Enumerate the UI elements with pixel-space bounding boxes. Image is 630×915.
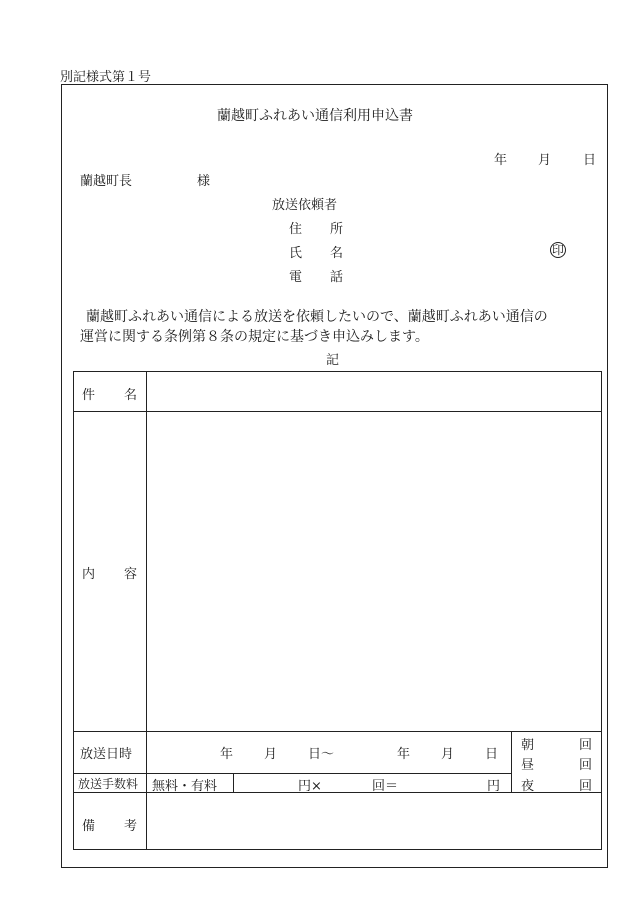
schedule-label: 放送日時 bbox=[80, 747, 133, 762]
row-divider bbox=[74, 731, 601, 732]
schedule-day-1: 日～ bbox=[308, 747, 335, 762]
schedule-month-2: 月 bbox=[441, 747, 455, 762]
subject-label-2: 名 bbox=[124, 388, 138, 403]
content-label-1: 内 bbox=[82, 567, 96, 582]
name-label-2: 名 bbox=[330, 246, 344, 261]
form-title: 蘭越町ふれあい通信利用申込書 bbox=[217, 108, 413, 124]
body-text-line-1: 蘭越町ふれあい通信による放送を依頼したいので、蘭越町ふれあい通信の bbox=[86, 309, 548, 325]
remarks-label-1: 備 bbox=[82, 819, 96, 834]
address-label-2: 所 bbox=[330, 222, 344, 237]
remarks-field[interactable] bbox=[152, 797, 594, 843]
fee-type[interactable]: 無料・有料 bbox=[152, 779, 218, 794]
remarks-label-2: 考 bbox=[124, 819, 138, 834]
subject-label-1: 件 bbox=[82, 388, 96, 403]
application-table bbox=[73, 371, 602, 850]
content-field[interactable] bbox=[152, 416, 594, 726]
applicant-heading: 放送依頼者 bbox=[272, 198, 338, 213]
row-divider bbox=[74, 773, 511, 774]
morning-label: 朝 bbox=[521, 738, 535, 753]
schedule-month-1: 月 bbox=[264, 747, 278, 762]
fee-yen: 円 bbox=[487, 779, 501, 794]
date-month-label: 月 bbox=[538, 153, 552, 168]
date-year-label: 年 bbox=[494, 153, 508, 168]
body-text-line-2: 運営に関する条例第８条の規定に基づき申込みします。 bbox=[80, 329, 429, 345]
subject-field[interactable] bbox=[247, 379, 597, 405]
fee-times-equals: 回＝ bbox=[372, 779, 399, 794]
row-divider bbox=[74, 411, 601, 412]
phone-label-1: 電 bbox=[289, 270, 303, 285]
addressee-name: 蘭越町長 bbox=[80, 174, 133, 189]
night-label: 夜 bbox=[521, 779, 535, 794]
ki-heading: 記 bbox=[325, 353, 339, 368]
date-day-label: 日 bbox=[583, 153, 597, 168]
seal-mark: 印 bbox=[551, 243, 564, 257]
night-times: 回 bbox=[579, 779, 593, 794]
phone-label-2: 話 bbox=[330, 270, 344, 285]
content-label-2: 容 bbox=[124, 567, 138, 582]
noon-label: 昼 bbox=[521, 758, 535, 773]
col-divider bbox=[146, 372, 147, 849]
schedule-day-2: 日 bbox=[485, 747, 499, 762]
col-divider bbox=[511, 731, 512, 792]
col-divider bbox=[233, 773, 234, 792]
name-label-1: 氏 bbox=[289, 246, 303, 261]
address-label-1: 住 bbox=[289, 222, 303, 237]
fee-label: 放送手数料 bbox=[78, 777, 139, 791]
morning-times: 回 bbox=[579, 738, 593, 753]
addressee-honorific: 様 bbox=[197, 174, 211, 189]
schedule-year-1: 年 bbox=[220, 747, 234, 762]
noon-times: 回 bbox=[579, 758, 593, 773]
schedule-year-2: 年 bbox=[397, 747, 411, 762]
fee-yen-times: 円× bbox=[298, 779, 322, 794]
form-label: 別記様式第１号 bbox=[60, 70, 152, 85]
